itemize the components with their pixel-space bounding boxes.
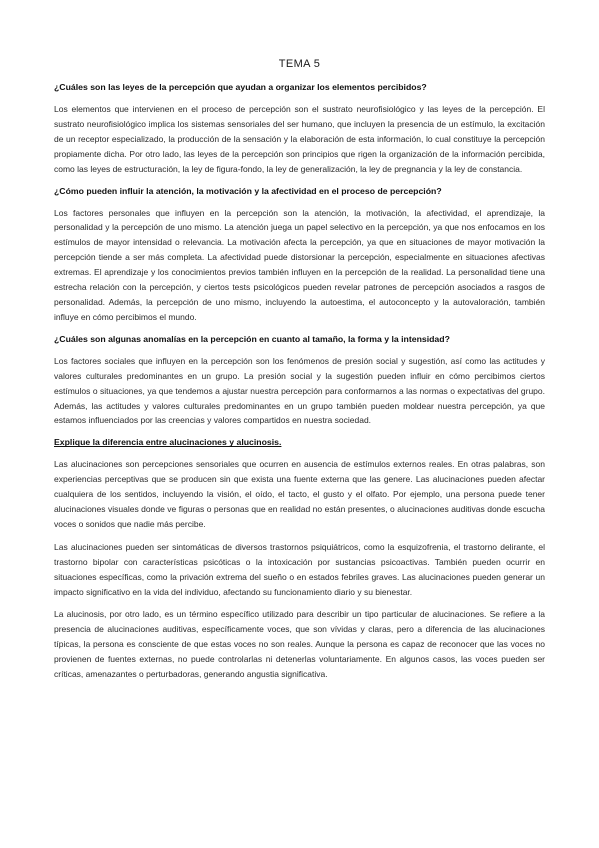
paragraph: Los elementos que intervienen en el proceso de percepción son el sustrato neurofisiológico y las leyes de la percepción. El sustrato neurofisiológico implica los sistemas sensoriales del ser humano, que incluyen la presencia de un estímulo, la excitación de un receptor especializado, la producción de la sensación y la elaboración de esta información, lo cual constituye la percepción propiamente dicha. Por otro lado, las leyes de la percepción son principios que rigen la organización de la información percibida, como las leyes de estructuración, la ley de figura-fondo, la ley de generalización, la ley de pregnancia y la ley de constancia.: [54, 104, 545, 174]
question-heading: Explique la diferencia entre alucinaciones y alucinosis.: [54, 437, 282, 448]
paragraph: Las alucinaciones pueden ser sintomáticas de diversos trastornos psiquiátricos, como la esquizofrenia, el trastorno delirante, el trastorno bipolar con características psicóticas o la intoxicación por sustancias psicoactivas. También pueden ocurrir en situaciones específicas, como la privación extrema del sueño o en estados febriles graves. Las alucinaciones pueden generar un impacto significativo en la vida del individuo, afectando su funcionamiento diario y su bienestar.: [54, 541, 545, 597]
question-heading: ¿Cuáles son algunas anomalías en la percepción en cuanto al tamaño, la forma y la intensidad?: [54, 333, 450, 344]
paragraph: Los factores personales que influyen en la percepción son la atención, la motivación, la afectividad, el aprendizaje, la personalidad y la percepción de uno mismo. La atención juega un papel selectivo en la percepción, ya que nos enfocamos en los estímulos de mayor intensidad o relevancia. La motivación afecta la percepción, ya que en situaciones de mayor motivación la percepción tiende a ser más completa. La afectividad puede distorsionar la percepción, especialmente en situaciones afectivas extremas. El aprendizaje y los conocimientos previos también influyen en la percepción de la realidad. La personalidad tiene una estrecha relación con la percepción, y ciertos tests psicológicos pueden revelar patrones de percepción asociados a rasgos de personalidad. Además, la percepción de uno mismo, incluyendo la autoestima, el autoconcepto y la autovaloración, también influye en cómo percibimos el mundo.: [54, 207, 545, 322]
question-heading: ¿Cómo pueden influir la atención, la motivación y la afectividad en el proceso de percepción?: [54, 185, 442, 196]
question-heading: ¿Cuáles son las leyes de la percepción que ayudan a organizar los elementos percibidos?: [54, 82, 427, 92]
paragraph: La alucinosis, por otro lado, es un término específico utilizado para describir un tipo particular de alucinaciones. Se refiere a la presencia de alucinaciones auditivas, específicamente voces, que son vívidas y claras, pero a diferencia de las alucinaciones típicas, la persona es consciente de que estas voces no son reales. Aunque la persona es capaz de reconocer que las voces no provienen de fuentes externas, no puede controlarlas ni detenerlas voluntariamente. En algunos casos, las voces pueden ser críticas, amenazantes o perturbadoras, generando angustia significativa.: [54, 609, 545, 680]
document-body: [54, 81, 545, 690]
page-title: TEMA 5: [278, 58, 321, 70]
paragraph: Las alucinaciones son percepciones sensoriales que ocurren en ausencia de estímulos externos reales. En otras palabras, son experiencias perceptivas que se producen sin que exista una fuente externa que las genere. Las alucinaciones pueden afectar cualquiera de los sentidos, incluyendo la visión, el oído, el tacto, el gusto y el olfato. Por ejemplo, una persona puede tener alucinaciones visuales donde ve figuras o personas que en realidad no están presentes, o alucinaciones auditivas donde escucha voces o sonidos que nadie más percibe.: [54, 459, 545, 529]
paragraph: Los factores sociales que influyen en la percepción son los fenómenos de presión social y sugestión, así como las actitudes y valores culturales predominantes en un grupo. La presión social y la sugestión pueden influir en cómo percibimos ciertos estímulos o situaciones, ya que tendemos a ajustar nuestra percepción para conformarnos a las normas o expectativas del grupo. Además, las actitudes y valores culturales predominantes en un grupo también pueden moldear nuestra percepción, ya que estamos influenciados por las creencias y valores compartidos en nuestra sociedad.: [54, 355, 545, 426]
